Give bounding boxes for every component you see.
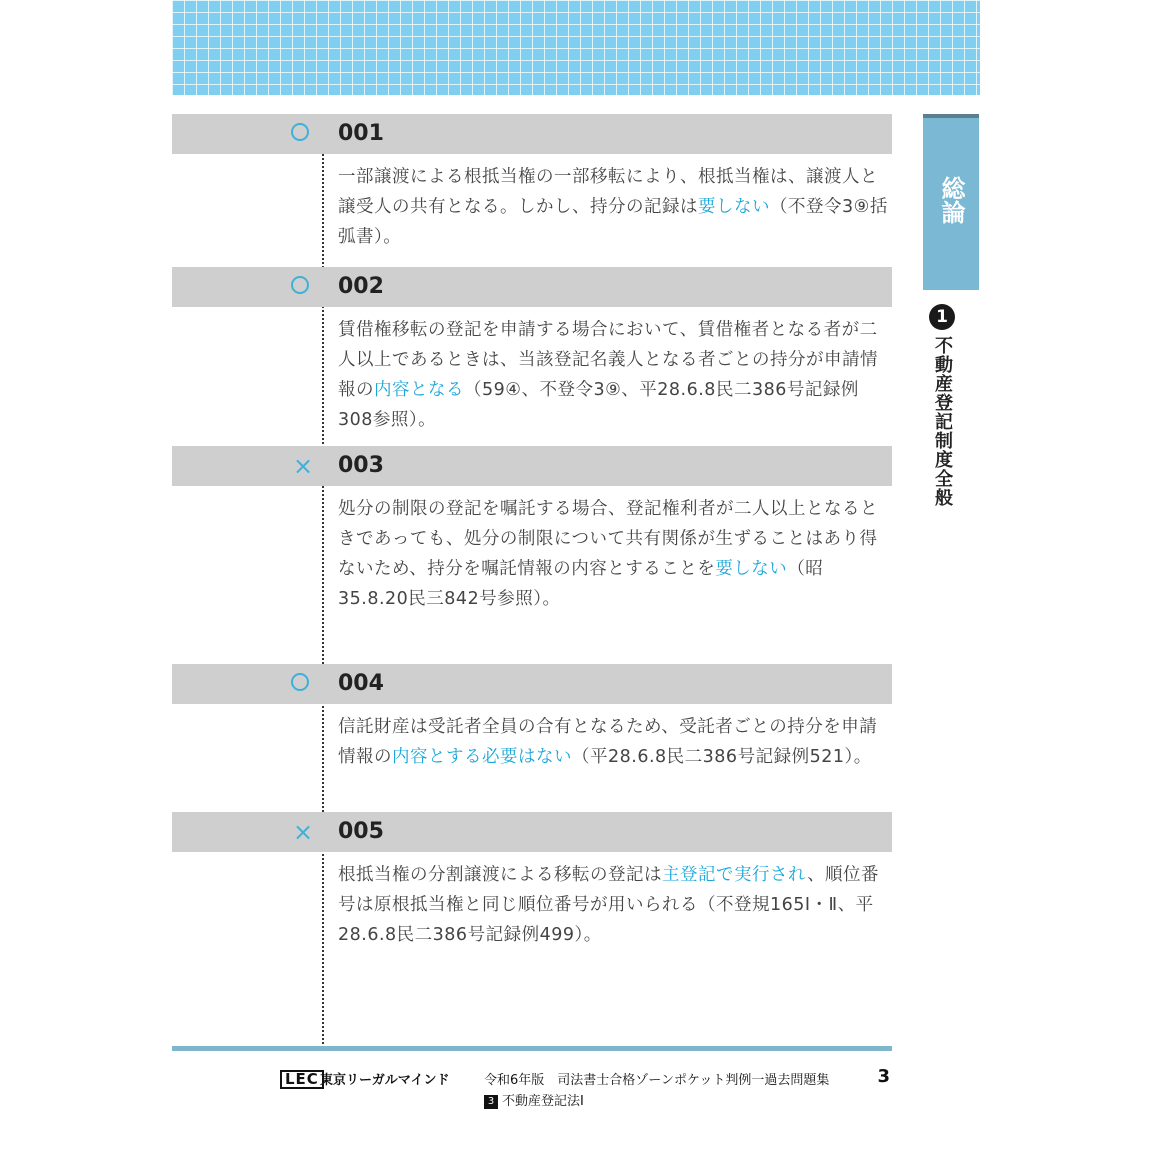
text-segment: 賃借権移転の登記を申請する場合において、賃借権者となる者が二人以上であるときは、当該登記名義人となる者ごとの持分が申請情報の [338, 320, 878, 400]
question-text [338, 860, 892, 950]
text-segment: （不登令3⑨括弧書）。 [338, 197, 888, 247]
text-segment: （59④、不登令3⑨、平28.6.8民二386号記録例308参照）。 [338, 380, 859, 430]
incorrect-mark-icon: × [292, 452, 314, 480]
text-segment: 信託財産は受託者全員の合有となるため、受託者ごとの持分を申請情報の [338, 717, 878, 767]
footer-rule [172, 1046, 892, 1051]
header-grid-band [172, 0, 980, 95]
question-number: 001 [338, 121, 384, 146]
volume-title: 不動産登記法Ⅰ [502, 1094, 584, 1109]
publisher-logo: LEC [280, 1070, 324, 1089]
question-item [172, 446, 892, 614]
question-text [338, 494, 892, 614]
volume-badge: 3 [484, 1095, 498, 1109]
section-tab-label: 総論 [937, 176, 965, 224]
highlighted-answer: 要しない [715, 559, 788, 579]
question-item [172, 114, 892, 252]
text-segment: 処分の制限の登記を嘱託する場合、登記権利者が二人以上となるときであっても、処分の制限について共有関係が生ずることはあり得ないため、持分を嘱託情報の内容とすることを [338, 499, 878, 579]
section-tab[interactable] [923, 114, 979, 290]
question-header [172, 664, 892, 704]
chapter-number-badge: 1 [929, 304, 955, 330]
book-title: 令和6年版 司法書士合格ゾーンポケット判例一過去問題集 [484, 1073, 830, 1088]
question-header [172, 114, 892, 154]
footer [280, 1068, 892, 1090]
highlighted-answer: 内容とする必要はない [392, 747, 572, 767]
highlighted-answer: 内容となる [374, 380, 464, 400]
highlighted-answer: 主登記で実行され [662, 865, 808, 885]
question-text [338, 315, 892, 435]
publisher-name: 東京リーガルマインド [320, 1073, 450, 1088]
question-item [172, 267, 892, 435]
question-number: 003 [338, 453, 384, 478]
text-segment: 一部譲渡による根抵当権の一部移転により、根抵当権は、譲渡人と譲受人の共有となる。しかし、持分の記録は [338, 167, 878, 217]
page-number: 3 [877, 1066, 890, 1087]
correct-mark-icon [291, 673, 309, 691]
question-item [172, 812, 892, 950]
text-segment: （昭35.8.20民三842号参照）。 [338, 559, 824, 609]
chapter-title: 不動産登記制度全般 [932, 336, 953, 507]
question-text [338, 712, 892, 772]
question-header [172, 812, 892, 852]
incorrect-mark-icon: × [292, 818, 314, 846]
question-number: 002 [338, 274, 384, 299]
question-number: 004 [338, 671, 384, 696]
volume-line [484, 1090, 584, 1109]
question-number: 005 [338, 819, 384, 844]
question-text [338, 162, 892, 252]
correct-mark-icon [291, 276, 309, 294]
text-segment: （平28.6.8民二386号記録例521）。 [572, 747, 872, 767]
highlighted-answer: 要しない [698, 197, 770, 217]
question-header [172, 267, 892, 307]
correct-mark-icon [291, 123, 309, 141]
question-item [172, 664, 892, 772]
text-segment: 、順位番号は原根抵当権と同じ順位番号が用いられる（不登規165Ⅰ・Ⅱ、平28.6.8民二386号記録例499）。 [338, 865, 880, 945]
text-segment: 根抵当権の分割譲渡による移転の登記は [338, 865, 662, 885]
question-header [172, 446, 892, 486]
